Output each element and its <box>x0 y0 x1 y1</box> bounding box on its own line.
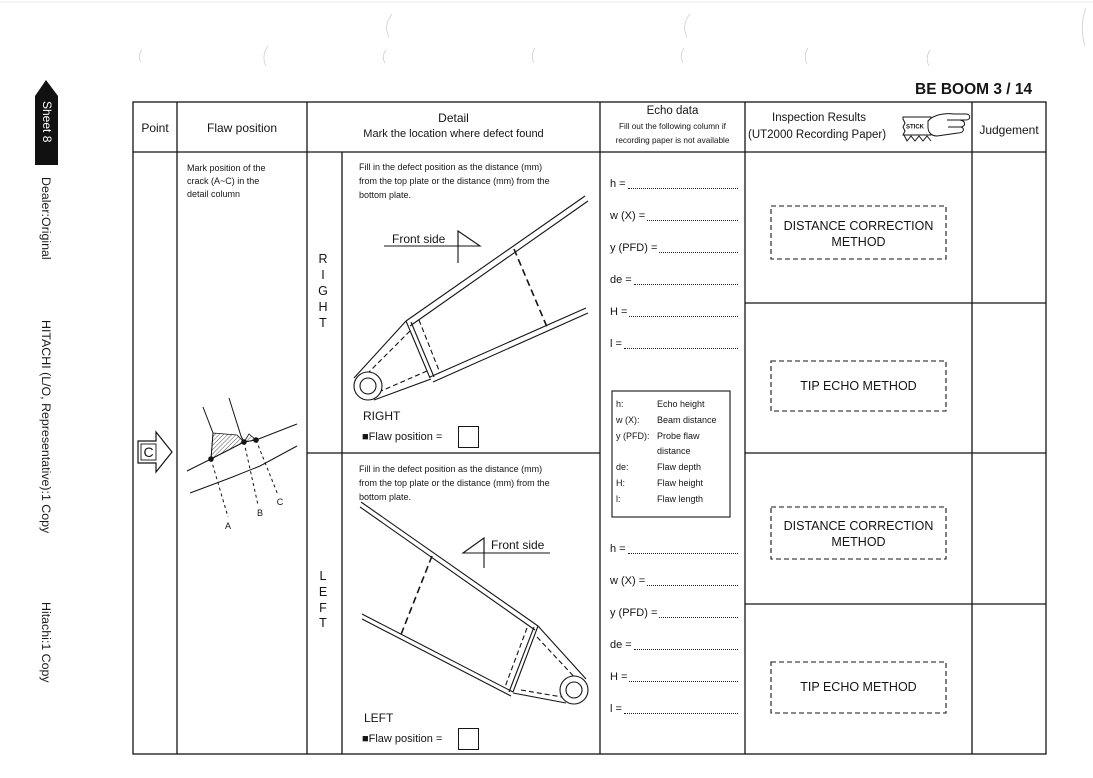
distribution-hitachi: Hitachi:1 Copy <box>39 602 53 683</box>
right-letter-t: T <box>319 316 327 330</box>
echo-field-label: h = <box>610 543 626 555</box>
legend-desc-l: Flaw length <box>657 494 704 504</box>
legend-key-l: l: <box>616 494 621 504</box>
echo-field-blank[interactable] <box>629 316 738 317</box>
echo-field-label: w (X) = <box>610 575 646 587</box>
left-letter-t: T <box>319 616 327 630</box>
right-instruction-3: bottom plate. <box>359 190 412 200</box>
right-letter-i: I <box>321 268 325 282</box>
header-detail-title: Detail <box>438 111 469 125</box>
header-flaw-position: Flaw position <box>206 121 278 135</box>
echo-field-label: de = <box>610 639 632 651</box>
echo-left-y <box>610 607 738 620</box>
judgement-cell-right-distance[interactable] <box>973 153 1045 302</box>
flaw-position-instruction-3: detail column <box>187 189 241 199</box>
right-distance-correction-line-1: DISTANCE CORRECTION <box>783 219 934 233</box>
sheet-tab-label: Sheet 8 <box>40 101 54 143</box>
echo-field-blank[interactable] <box>629 681 738 682</box>
echo-field-label: w (X) = <box>610 210 646 222</box>
header-echo-sub1: Fill out the following column if <box>619 122 726 131</box>
flaw-position-instruction-2: crack (A~C) in the <box>187 176 260 186</box>
echo-field-label: H = <box>610 671 628 683</box>
point-label: C <box>143 444 154 460</box>
right-boom-drawing <box>354 196 588 400</box>
echo-field-blank[interactable] <box>647 220 738 221</box>
sticker-icon <box>903 114 970 141</box>
left-letter-e: E <box>318 585 328 599</box>
right-letter-r: R <box>318 252 328 266</box>
header-point: Point <box>141 121 169 135</box>
echo-left-h <box>610 543 738 556</box>
right-distance-correction-line-2: METHOD <box>831 235 886 249</box>
echo-field-blank[interactable] <box>624 713 738 714</box>
echo-left-w <box>610 575 738 588</box>
echo-field-label: H = <box>610 306 628 318</box>
echo-field-blank[interactable] <box>634 284 738 285</box>
left-flaw-position-field[interactable] <box>458 728 479 750</box>
right-letter-h: H <box>318 300 328 314</box>
left-letter-l: L <box>319 569 327 583</box>
echo-right-h <box>610 178 738 191</box>
legend-key-de: de: <box>616 462 629 472</box>
legend-key-w: w (X): <box>616 415 640 425</box>
left-boom-pin <box>560 676 588 704</box>
legend-desc-y: Probe flaw <box>657 431 700 441</box>
left-distance-correction-line-2: METHOD <box>831 535 886 549</box>
echo-field-label: de = <box>610 274 632 286</box>
header-echo-sub2: recording paper is not available <box>615 136 730 145</box>
left-letter-f: F <box>319 601 327 615</box>
judgement-cell-right-tip-echo[interactable] <box>973 304 1045 452</box>
echo-field-blank[interactable] <box>628 188 738 189</box>
echo-right-de <box>610 274 738 287</box>
echo-field-label: l = <box>610 703 622 715</box>
inspection-method-boxes <box>771 206 946 713</box>
echo-field-blank[interactable] <box>628 553 738 554</box>
left-front-side-label: Front side <box>491 538 545 552</box>
echo-field-label: l = <box>610 338 622 350</box>
legend-key-y: y (PFD): <box>616 431 650 441</box>
legend-desc-w: Beam distance <box>657 415 717 425</box>
right-flaw-position-field[interactable] <box>458 426 479 448</box>
table-grid <box>133 102 1046 754</box>
echo-field-label: y (PFD) = <box>610 242 658 254</box>
header-inspection-sub: (UT2000 Recording Paper) <box>748 129 887 141</box>
flaw-position-instruction-1: Mark position of the <box>187 163 266 173</box>
legend-desc-H: Flaw height <box>657 478 704 488</box>
header-judgement: Judgement <box>979 123 1039 137</box>
crack-label-a: A <box>224 521 231 531</box>
echo-right-y <box>610 242 738 255</box>
right-instruction-1: Fill in the defect position as the distance (mm) <box>359 162 543 172</box>
svg-text:STICK: STICK <box>906 124 924 131</box>
left-tip-echo-method: TIP ECHO METHOD <box>800 680 917 694</box>
echo-field-blank[interactable] <box>624 348 738 349</box>
left-boom-drawing <box>360 502 588 704</box>
distribution-hitachi-lo: HITACHI (L/O, Representative):1 Copy <box>39 320 53 534</box>
crack-label-c: C <box>276 497 284 507</box>
echo-field-blank[interactable] <box>634 649 738 650</box>
right-flaw-position-label: ■Flaw position = <box>362 431 443 443</box>
judgement-cell-left-distance[interactable] <box>973 454 1045 603</box>
right-tip-echo-method: TIP ECHO METHOD <box>800 379 917 393</box>
legend-desc-y-cont: distance <box>657 446 691 456</box>
echo-right-w <box>610 210 738 223</box>
echo-field-blank[interactable] <box>659 617 738 618</box>
legend-key-H: H: <box>616 478 625 488</box>
left-flaw-position-label: ■Flaw position = <box>362 733 443 745</box>
echo-field-label: y (PFD) = <box>610 607 658 619</box>
left-instruction-3: bottom plate. <box>359 492 412 502</box>
header-echo-title: Echo data <box>646 105 699 117</box>
distribution-dealer: Dealer:Original <box>39 177 53 260</box>
echo-left-H <box>610 671 738 684</box>
judgement-cell-left-tip-echo[interactable] <box>973 605 1045 753</box>
echo-right-H <box>610 306 738 319</box>
left-instruction-2: from the top plate or the distance (mm) from the <box>359 478 550 488</box>
left-instruction-1: Fill in the defect position as the distance (mm) <box>359 464 543 474</box>
left-distance-correction-line-1: DISTANCE CORRECTION <box>783 519 934 533</box>
echo-field-blank[interactable] <box>659 252 738 253</box>
right-front-side-label: Front side <box>392 232 446 246</box>
legend-desc-de: Flaw depth <box>657 462 702 472</box>
echo-right-l <box>610 338 738 351</box>
header-inspection-title: Inspection Results <box>772 112 866 124</box>
page-heading: BE BOOM 3 / 14 <box>915 81 1033 98</box>
header-detail-sub: Mark the location where defect found <box>363 128 544 140</box>
right-side-label: RIGHT <box>363 409 401 423</box>
right-instruction-2: from the top plate or the distance (mm) from the <box>359 176 550 186</box>
crack-label-b: B <box>256 508 263 518</box>
right-boom-pin <box>354 372 382 400</box>
echo-left-l <box>610 703 738 716</box>
scan-artifacts <box>0 2 1093 66</box>
left-side-label: LEFT <box>364 711 394 725</box>
right-letter-g: G <box>318 284 328 298</box>
echo-field-blank[interactable] <box>647 585 738 586</box>
legend-key-h: h: <box>616 399 624 409</box>
echo-field-label: h = <box>610 178 626 190</box>
echo-left-de <box>610 639 738 652</box>
legend-desc-h: Echo height <box>657 399 705 409</box>
